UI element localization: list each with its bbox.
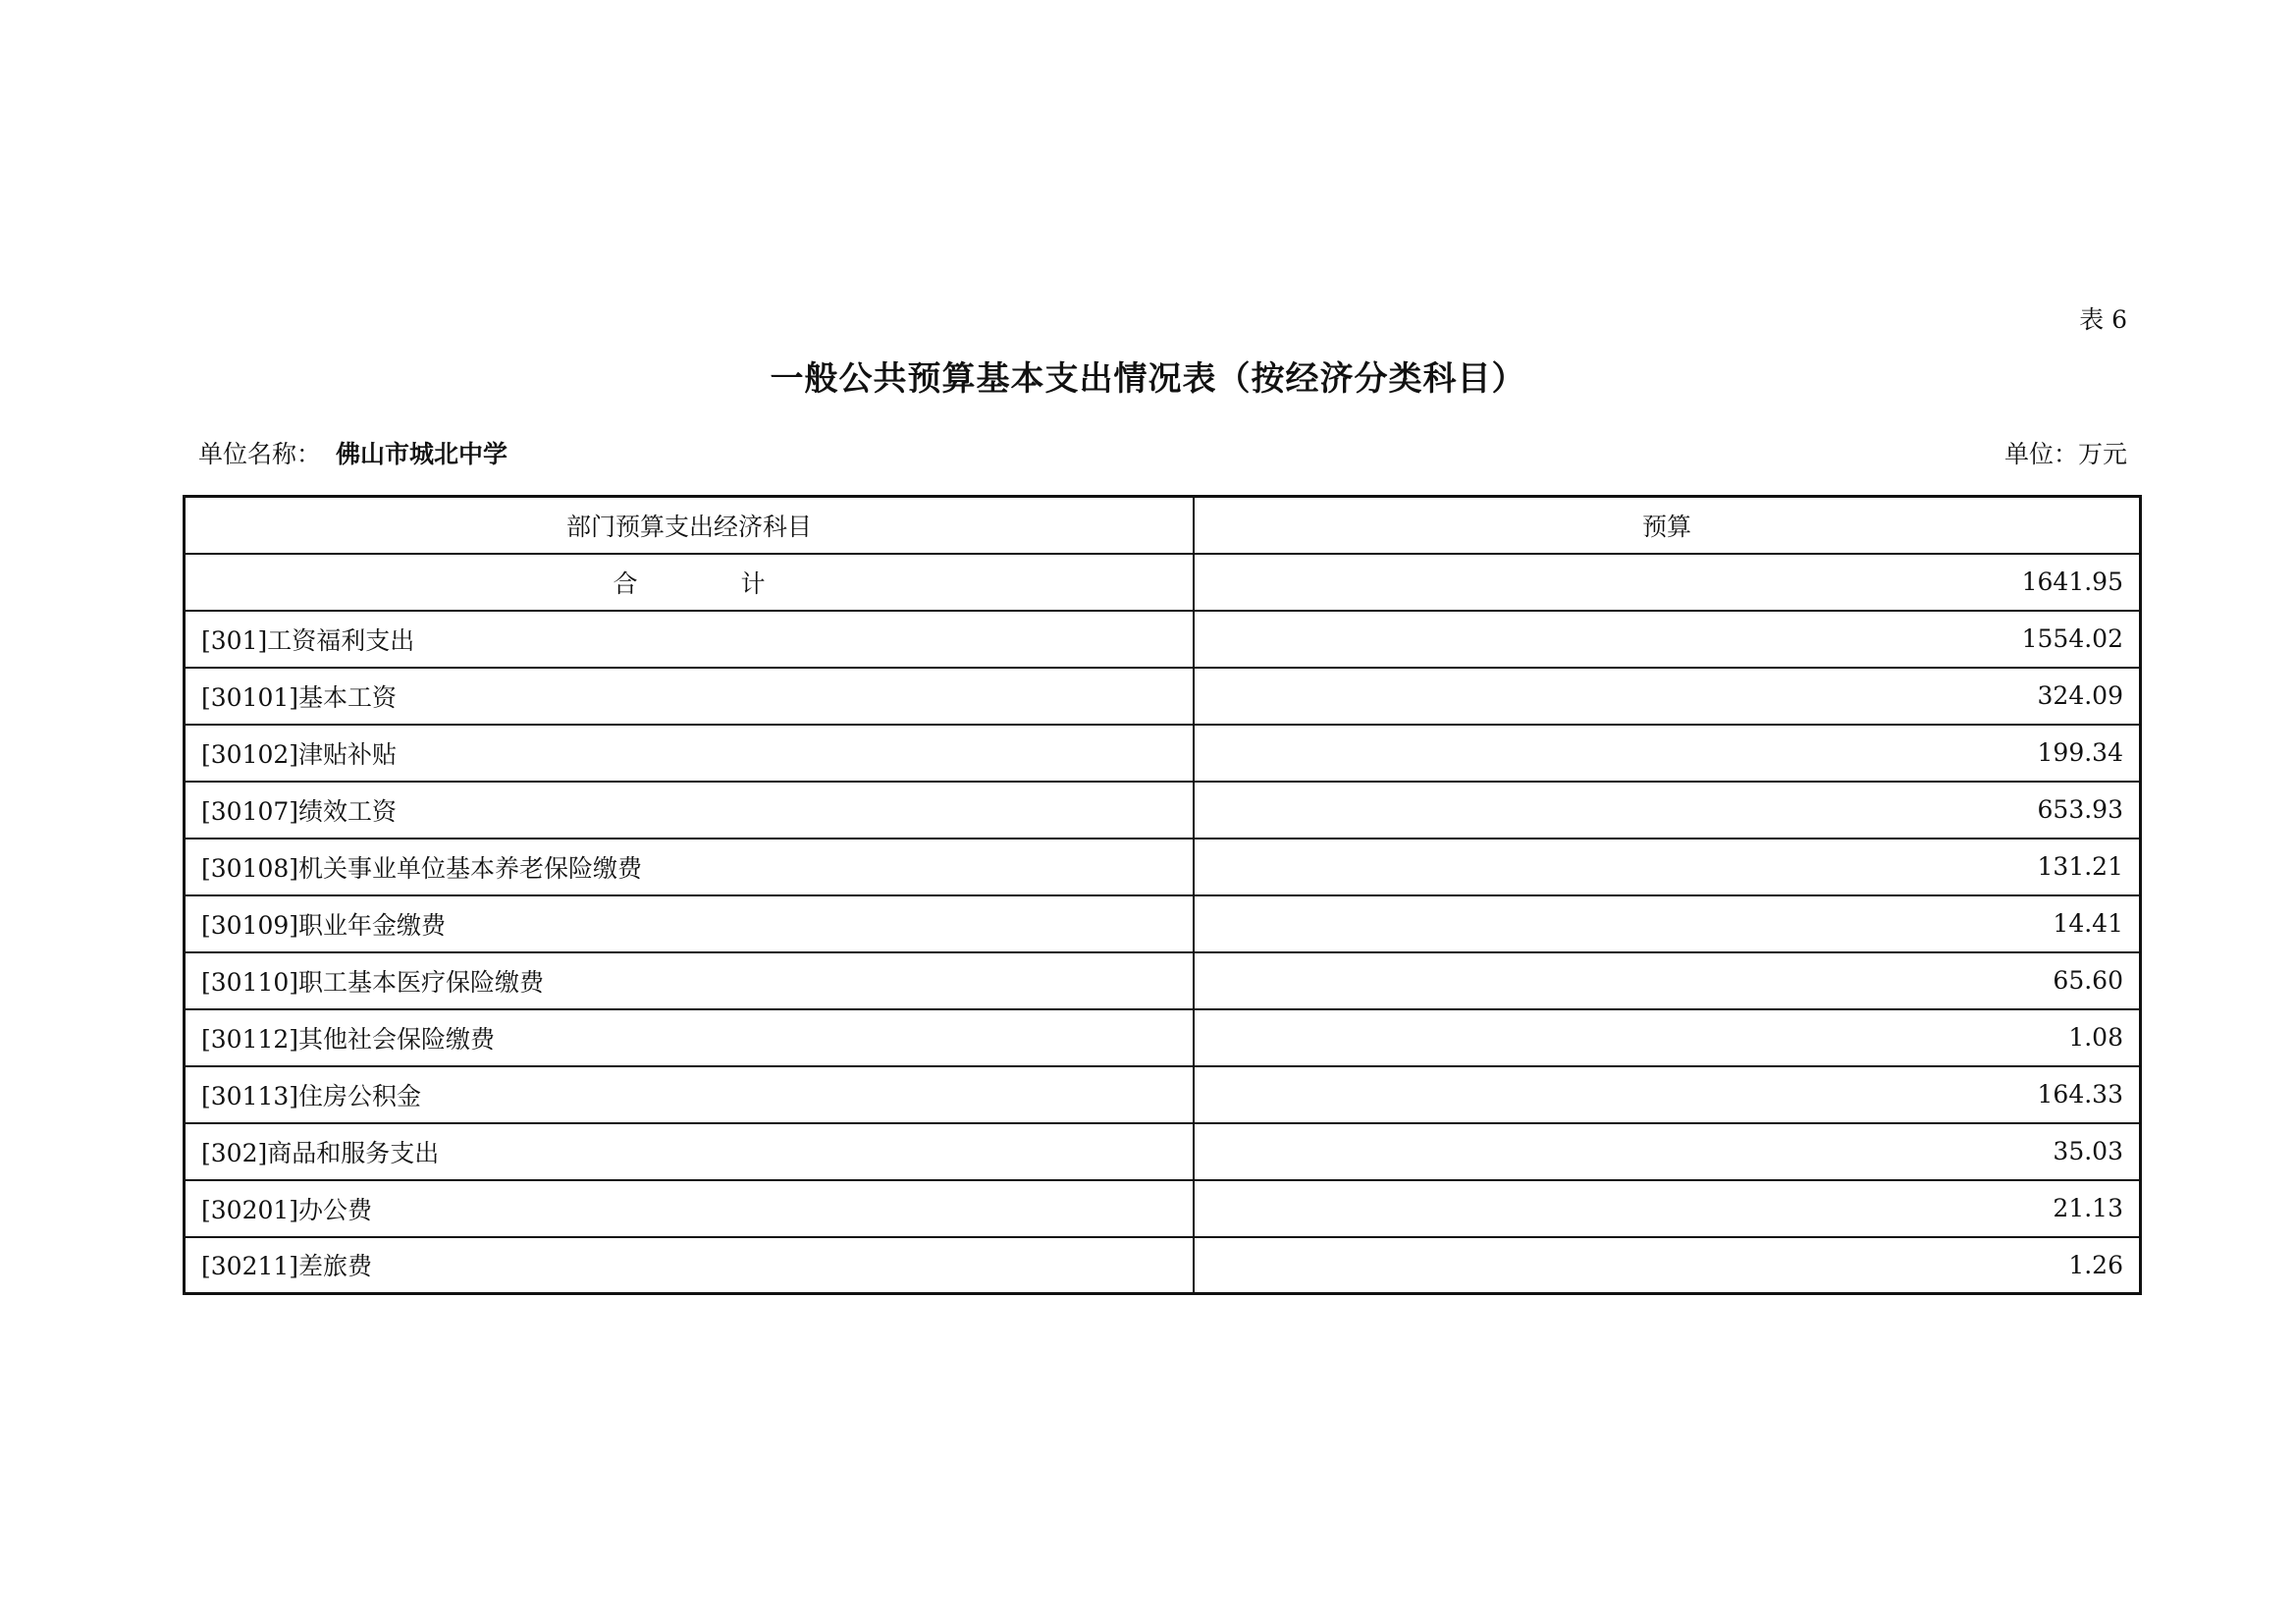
table-row bbox=[185, 668, 2141, 725]
row-item: [30112]其他社会保险缴费 bbox=[185, 1009, 1195, 1066]
row-item: [30113]住房公积金 bbox=[185, 1066, 1195, 1123]
row-amount: 1641.95 bbox=[1194, 554, 2141, 611]
row-item: [30201]办公费 bbox=[185, 1180, 1195, 1237]
table-row bbox=[185, 725, 2141, 782]
row-amount: 35.03 bbox=[1194, 1123, 2141, 1180]
unit-measure: 单位：万元 bbox=[2003, 440, 2127, 468]
row-item: [30102]津贴补贴 bbox=[185, 725, 1195, 782]
table-row bbox=[185, 1009, 2141, 1066]
unit-name-label: 单位名称： bbox=[198, 440, 322, 468]
column-header-amount: 预算 bbox=[1194, 497, 2141, 554]
row-item: [301]工资福利支出 bbox=[185, 611, 1195, 668]
row-amount: 21.13 bbox=[1194, 1180, 2141, 1237]
row-item: [30110]职工基本医疗保险缴费 bbox=[185, 952, 1195, 1009]
page-title: 一般公共预算基本支出情况表（按经济分类科目） bbox=[770, 359, 1526, 399]
table-row bbox=[185, 1237, 2141, 1294]
row-item: [30109]职业年金缴费 bbox=[185, 895, 1195, 952]
row-amount: 65.60 bbox=[1194, 952, 2141, 1009]
table-row bbox=[185, 1066, 2141, 1123]
table-number: 表 6 bbox=[2079, 305, 2127, 334]
table-row bbox=[185, 1180, 2141, 1237]
table-row bbox=[185, 782, 2141, 839]
table-row bbox=[185, 839, 2141, 895]
row-item: [30107]绩效工资 bbox=[185, 782, 1195, 839]
row-item: [30108]机关事业单位基本养老保险缴费 bbox=[185, 839, 1195, 895]
table-row bbox=[185, 895, 2141, 952]
row-item: [302]商品和服务支出 bbox=[185, 1123, 1195, 1180]
table-row bbox=[185, 611, 2141, 668]
table-row bbox=[185, 1123, 2141, 1180]
row-amount: 131.21 bbox=[1194, 839, 2141, 895]
table-row-total bbox=[185, 554, 2141, 611]
row-amount: 1.08 bbox=[1194, 1009, 2141, 1066]
unit-name-value: 佛山市城北中学 bbox=[336, 440, 508, 468]
row-amount: 1.26 bbox=[1194, 1237, 2141, 1294]
table-header-row bbox=[185, 497, 2141, 554]
row-amount: 1554.02 bbox=[1194, 611, 2141, 668]
row-amount: 324.09 bbox=[1194, 668, 2141, 725]
row-amount: 653.93 bbox=[1194, 782, 2141, 839]
column-header-item: 部门预算支出经济科目 bbox=[185, 497, 1195, 554]
row-amount: 164.33 bbox=[1194, 1066, 2141, 1123]
row-item: 合 计 bbox=[185, 554, 1195, 611]
budget-table bbox=[183, 495, 2142, 1295]
row-amount: 199.34 bbox=[1194, 725, 2141, 782]
row-amount: 14.41 bbox=[1194, 895, 2141, 952]
row-item: [30211]差旅费 bbox=[185, 1237, 1195, 1294]
table-row bbox=[185, 952, 2141, 1009]
row-item: [30101]基本工资 bbox=[185, 668, 1195, 725]
